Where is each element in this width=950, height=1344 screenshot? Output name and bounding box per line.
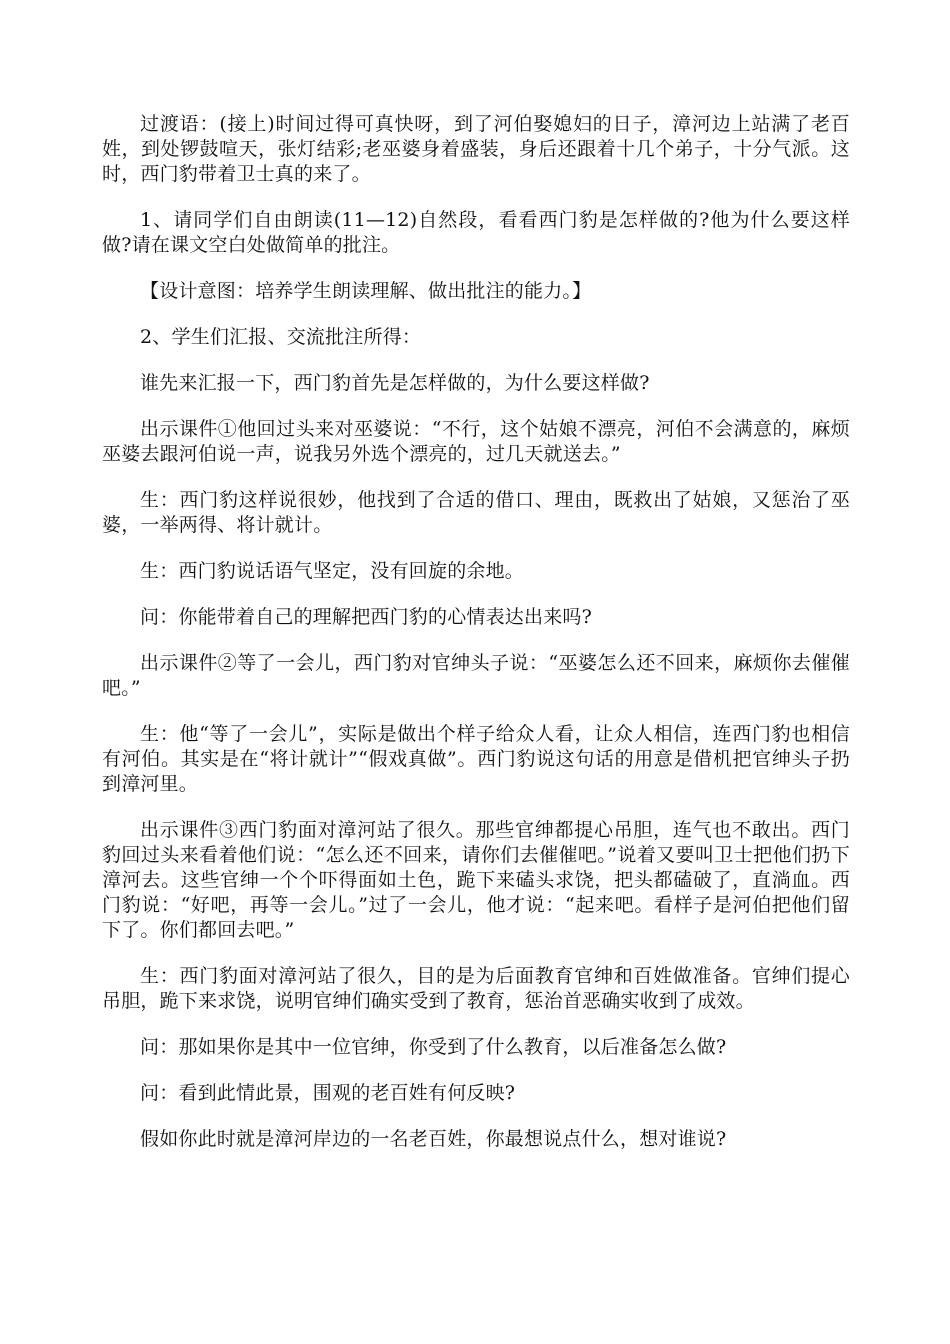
paragraph-student-answer-4: 生：西门豹面对漳河站了很久，目的是为后面教育官绅和百姓做准备。官绅们提心吊胆，跪下来求饶，说明官绅们确实受到了教育，惩治首恶确实收到了成效。 bbox=[102, 965, 850, 1012]
paragraph-student-answer-1: 生：西门豹这样说很妙，他找到了合适的借口、理由，既救出了姑娘，又惩治了巫婆，一举两得、将计就计。 bbox=[102, 489, 850, 536]
paragraph-slide-2: 出示课件②等了一会儿，西门豹对官绅头子说：“巫婆怎么还不回来，麻烦你去催催吧。” bbox=[102, 652, 850, 699]
paragraph-question-imagine: 假如你此时就是漳河岸边的一名老百姓，你最想说点什么，想对谁说? bbox=[140, 1128, 727, 1150]
paragraph-task-2: 2、学生们汇报、交流批注所得： bbox=[140, 326, 422, 348]
paragraph-slide-3: 出示课件③西门豹面对漳河站了很久。那些官绅都提心吊胆，连气也不敢出。西门豹回过头来看着他们说：“怎么还不回来，请你们去催催吧。”说着又要叫卫士把他们扔下漳河去。这些官绅一个个吓得面如土色，跪下来磕头求饶，把头都磕破了，直淌血。西门豹说：“好吧，再等一会儿。”过了一会儿，他才说：“起来吧。看样子是河伯把他们留下了。你们都回去吧。” bbox=[102, 819, 850, 941]
paragraph-question-official: 问：那如果你是其中一位官绅，你受到了什么教育，以后准备怎么做? bbox=[140, 1036, 727, 1058]
paragraph-student-answer-2: 生：西门豹说话语气坚定，没有回旋的余地。 bbox=[140, 560, 525, 582]
paragraph-question-read: 问：你能带着自己的理解把西门豹的心情表达出来吗? bbox=[140, 606, 592, 628]
paragraph-student-answer-3: 生：他“等了一会儿”，实际是做出个样子给众人看，让众人相信，连西门豹也相信有河伯。其实是在“将计就计”“假戏真做”。西门豹说这句话的用意是借机把官绅头子扔到漳河里。 bbox=[102, 723, 850, 795]
paragraph-question-people: 问：看到此情此景，围观的老百姓有何反映? bbox=[140, 1082, 516, 1104]
paragraph-transition: 过渡语：(接上)时间过得可真快呀，到了河伯娶媳妇的日子，漳河边上站满了老百姓，到处锣鼓喧天，张灯结彩;老巫婆身着盛装，身后还跟着十几个弟子，十分气派。这时，西门豹带着卫士真的来了。 bbox=[102, 113, 850, 185]
paragraph-question-report: 谁先来汇报一下，西门豹首先是怎样做的，为什么要这样做? bbox=[140, 372, 650, 394]
paragraph-task-1: 1、请同学们自由朗读(11—12)自然段，看看西门豹是怎样做的?他为什么要这样做?请在课文空白处做简单的批注。 bbox=[102, 209, 850, 256]
document-page bbox=[102, 112, 850, 1173]
paragraph-design-intent: 【设计意图：培养学生朗读理解、做出批注的能力。】 bbox=[140, 280, 592, 302]
paragraph-slide-1: 出示课件①他回过头来对巫婆说：“不行，这个姑娘不漂亮，河伯不会满意的，麻烦巫婆去跟河伯说一声，说我另外选个漂亮的，过几天就送去。” bbox=[102, 418, 850, 465]
